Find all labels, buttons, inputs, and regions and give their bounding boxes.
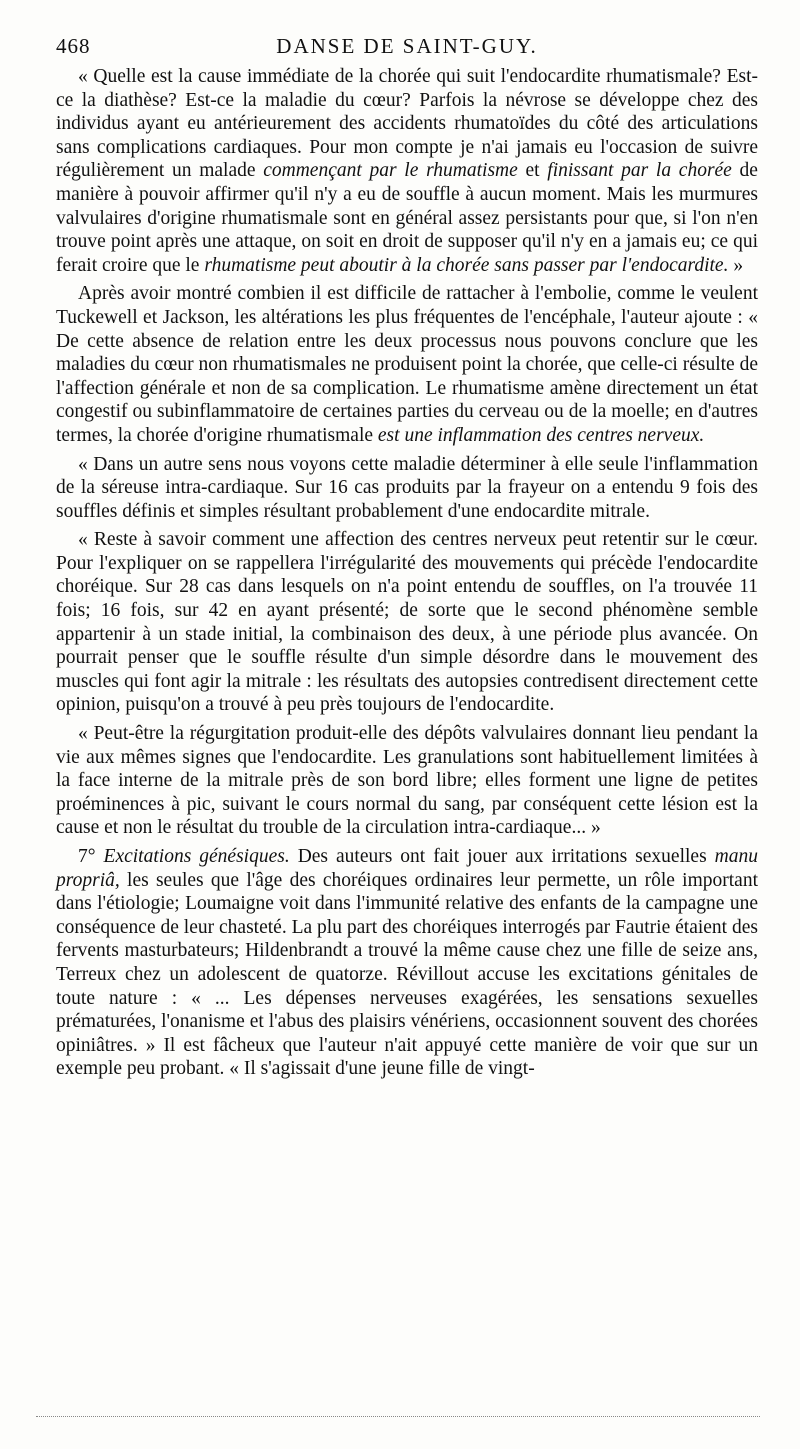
- page-header: [56, 34, 758, 59]
- text-run: les seules que l'âge des choréiques ordinaires leur permette, un rôle important dans l'étiologie; Loumaigne voit dans l'immunité relative des enfants de la campagne une conséquence de leur chasteté. La plu part des choréiques interrogés par Fautrie étaient des fervents masturbateurs; Hildenbrandt a trouvé la même cause chez une fille de seize ans, Terreux chez un adolescent de quatorze. Révillout accuse les excitations génitales de toute nature : « ... Les dépenses nerveuses exagérées, les sensations sexuelles prématurées, l'onanisme et l'abus des plaisirs vénériens, occasionnent souvent des chorées opiniâtres. » Il est fâcheux que l'auteur n'ait appuyé cette manière de voir que sur un exemple peu probant. « Il s'agissait d'une jeune fille de vingt-: [56, 869, 758, 1080]
- paragraph: [56, 282, 758, 447]
- text-run: Après avoir montré combien il est difficile de rattacher à l'embolie, comme le veulent Tuckewell et Jackson, les altérations les plus fréquentes de l'encéphale, l'auteur ajoute : « De cette absence de relation entre les deux processus nous pouvons conclure que les maladies du cœur non rhumatismales ne produisent point la chorée, que celle-ci résulte de l'affection générale et non de sa complication. Le rhumatisme amène directement un état congestif ou subinflammatoire de certaines parties du cerveau ou de la moelle; en d'autres termes, la chorée d'origine rhumatismale: [56, 283, 758, 446]
- italic-text: est une inflammation des centres nerveux.: [377, 424, 705, 446]
- paragraph: [56, 722, 758, 840]
- paragraph: [56, 65, 758, 277]
- body-text: [56, 65, 758, 1081]
- italic-text: commençant par le rhumatisme: [263, 160, 518, 182]
- italic-text: Excitations génésiques.: [103, 846, 290, 867]
- italic-text: manu propriâ,: [56, 846, 758, 891]
- text-run: « Reste à savoir comment une affection des centres nerveux peut retentir sur le cœur. Pour l'expliquer on se rappellera l'irrégularité des mouvements qui précède l'endocardite choréique. Sur 28 cas dans lesquels on n'a point entendu de souffles, on l'a trouvée 11 fois; 16 fois, sur 42 en ayant présenté; de sorte que le second phénomène semble appartenir à un stade initial, la combinaison des deux, à une période plus avancée. On pourrait penser que le souffle résulte d'un simple désordre dans le mouvement des muscles qui font agir la mitrale : les résultats des autopsies contredisent directement cette opinion, puisqu'on a trouvé à peu près toujours de l'endocardite.: [56, 529, 758, 716]
- running-title: DANSE DE SAINT-GUY.: [276, 34, 538, 58]
- text-run: « Peut-être la régurgitation produit-elle des dépôts valvulaires donnant lieu pendant la vie aux mêmes signes que l'endocardite. Les granulations sont habituellement limitées à la face interne de la mitrale près de son bord libre; elles forment une ligne de petites proéminences à pic, suivant le cours normal du sang, par conséquent cette lésion est la cause et non le résultat du trouble de la circulation intra-cardiaque... »: [56, 723, 758, 839]
- paragraph: [56, 845, 758, 1081]
- footer-rule: [36, 1416, 760, 1417]
- paragraph: [56, 528, 758, 717]
- italic-text: finissant par la chorée: [547, 160, 732, 182]
- text-run: 7°: [78, 846, 104, 867]
- italic-text: rhumatisme peut aboutir à la chorée sans passer par l'endocardite.: [204, 254, 729, 276]
- page-number: 468: [56, 34, 91, 58]
- text-run: et: [517, 160, 548, 182]
- text-run: « Quelle est la cause immédiate de la chorée qui suit l'endocardite rhumatismale? Est-ce la diathèse? Est-ce la maladie du cœur? Parfois la névrose se développe chez des individus ayant eu antérieurement des accidents rhumatoïdes du côté des articulations sans complications cardiaques. Pour mon compte je n'ai jamais eu l'occasion de suivre régulièrement un malade: [56, 66, 758, 182]
- text-run: »: [728, 254, 744, 276]
- text-run: « Dans un autre sens nous voyons cette maladie déterminer à elle seule l'inflammation de la séreuse intra-cardiaque. Sur 16 cas produits par la frayeur on a entendu 9 fois des souffles définis et simples résultant probablement d'une endocardite mitrale.: [56, 453, 758, 522]
- text-run: de manière à pouvoir affirmer qu'il n'y a eu de souffle à aucun moment. Mais les murmures valvulaires d'origine rhumatismale sont en général assez persistants pour que, si l'on n'en trouve point après une attaque, on soit en droit de supposer qu'il n'y en a jamais eu; ce qui ferait croire que le: [56, 160, 758, 276]
- text-run: Des auteurs ont fait jouer aux irritations sexuelles: [289, 846, 715, 867]
- paragraph: [56, 453, 758, 524]
